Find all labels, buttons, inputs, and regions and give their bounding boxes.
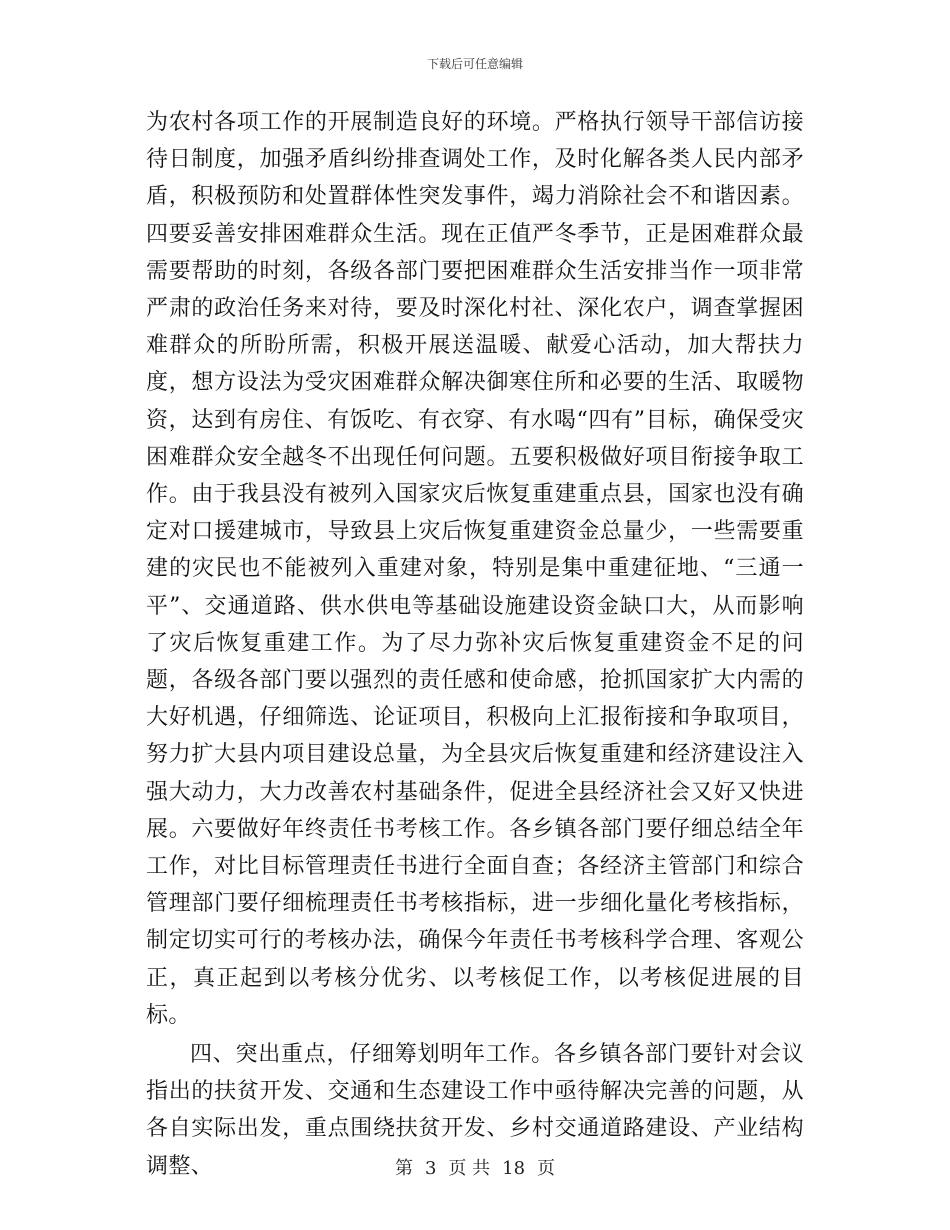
document-body — [146, 104, 804, 1185]
page-number: 3 — [424, 1158, 437, 1179]
page-footer — [0, 1154, 950, 1180]
footer-middle: 页 共 — [448, 1158, 491, 1179]
body-paragraph: 为农村各项工作的开展制造良好的环境。严格执行领导干部信访接待日制度，加强矛盾纠纷排查调处工作，及时化解各类人民内部矛盾，积极预防和处置群体性突发事件，竭力消除社会不和谐因素。四要妥善安排困难群众生活。现在正值严冬季节，正是困难群众最需要帮助的时刻，各级各部门要把困难群众生活安排当作一项非常严肃的政治任务来对待，要及时深化村社、深化农户，调查掌握困难群众的所盼所需，积极开展送温暖、献爱心活动，加大帮扶力度，想方设法为受灾困难群众解决御寒住所和必要的生活、取暖物资，达到有房住、有饭吃、有衣穿、有水喝“四有”目标，确保受灾困难群众安全越冬不出现任何问题。五要积极做好项目衔接争取工作。由于我县没有被列入国家灾后恢复重建重点县，国家也没有确定对口援建城市，导致县上灾后恢复重建资金总量少，一些需要重建的灾民也不能被列入重建对象，特别是集中重建征地、“三通一平”、交通道路、供水供电等基础设施建设资金缺口大，从而影响了灾后恢复重建工作。为了尽力弥补灾后恢复重建资金不足的问题，各级各部门要以强烈的责任感和使命感，抢抓国家扩大内需的大好机遇，仔细筛选、论证项目，积极向上汇报衔接和争取项目，努力扩大县内项目建设总量，为全县灾后恢复重建和经济建设注入强大动力，大力改善农村基础条件，促进全县经济社会又好又快进展。六要做好年终责任书考核工作。各乡镇各部门要仔细总结全年工作，对比目标管理责任书进行全面自查；各经济主管部门和综合管理部门要仔细梳理责任书考核指标，进一步细化量化考核指标，制定切实可行的考核办法，确保今年责任书考核科学合理、客观公正，真正起到以考核分优劣、以考核促工作，以考核促进展的目标。 — [146, 110, 804, 1028]
page-header: 下载后可任意编辑 — [426, 57, 523, 71]
footer-prefix: 第 — [394, 1158, 413, 1179]
body-paragraph: 四、突出重点，仔细筹划明年工作。各乡镇各部门要针对会议指出的扶贫开发、交通和生态建设工作中亟待解决完善的问题，从各自实际出发，重点围绕扶贫开发、乡村交通道路建设、产业结构调整、 — [146, 1042, 804, 1179]
total-pages: 18 — [502, 1158, 526, 1179]
footer-suffix: 页 — [537, 1158, 556, 1179]
